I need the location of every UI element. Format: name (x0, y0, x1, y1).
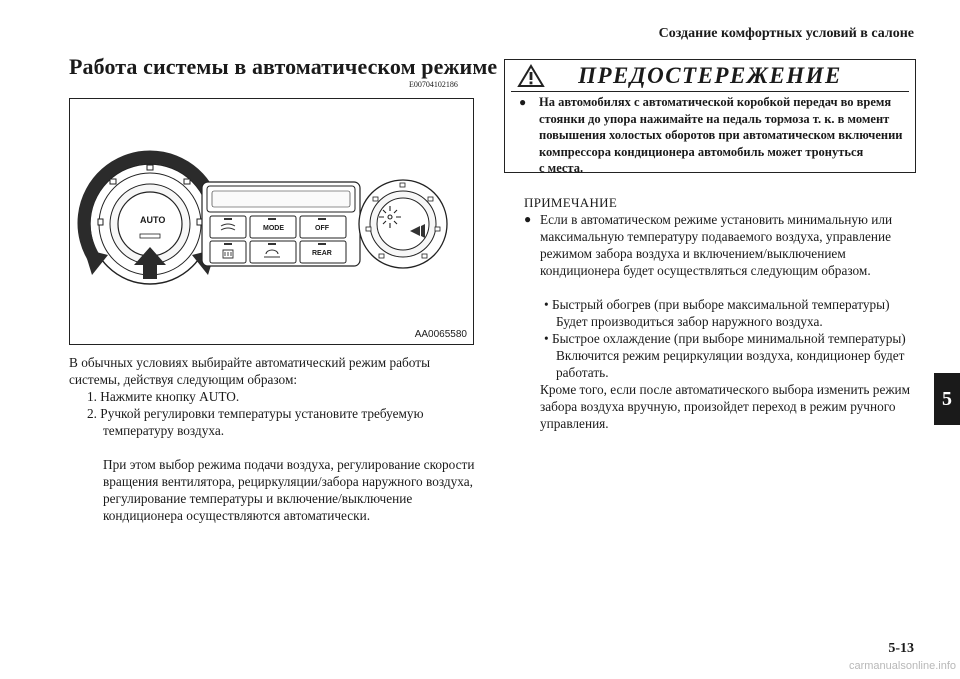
auto-button-label: AUTO (140, 215, 166, 225)
note-section (524, 194, 924, 432)
page-number: 5-13 (888, 641, 914, 656)
note-main-paragraph: Если в автоматическом режиме установить минимальную или максимальную температуру подаваемого воздуха, управление режимом забора воздуха и включением/выключением кондиционера будет осуществляться следующим образом. (540, 212, 893, 278)
section-title: Работа системы в автоматическом режиме (69, 54, 498, 79)
off-button-label: OFF (315, 225, 329, 232)
warning-line: На автомобилях с автоматической коробкой передач во время (539, 95, 892, 109)
mode-button-label: MODE (263, 225, 284, 232)
section-code: E00704102186 (409, 80, 458, 89)
climate-control-figure (69, 98, 474, 345)
details-paragraph: При этом выбор режима подачи воздуха, регулирование скорости вращения вентилятора, рециркуляции/забора наружного воздуха, регулирование температуры и включение/выключение кондиционера осуществляются автоматически. (103, 457, 475, 523)
note-heading: ПРИМЕЧАНИЕ (524, 195, 618, 210)
chapter-tab: 5 (934, 373, 960, 425)
climate-panel-illustration (70, 99, 473, 344)
watermark: carmanualsonline.info (848, 660, 956, 672)
header-title: Создание комфортных условий в салоне (658, 26, 914, 41)
note-main (524, 211, 924, 432)
warning-divider (511, 91, 909, 92)
warning-box (504, 59, 916, 173)
warning-line: стоянки до упора нажимайте на педаль тормоза т. к. в момент (539, 111, 890, 126)
bullet-icon: ● (524, 212, 532, 226)
body-text (69, 354, 479, 524)
warning-line: повышения холостых оборотов при автоматическом включении (539, 128, 903, 142)
note-items (540, 296, 924, 381)
figure-code: AA0065580 (414, 329, 467, 340)
step-item: 2. Ручкой регулировки температуры установите требуемую температуру воздуха. (87, 406, 424, 438)
rear-button-label: REAR (312, 250, 332, 257)
warning-line: компрессора кондиционера автомобиль может тронуться (539, 144, 864, 159)
note-after-paragraph: Кроме того, если после автоматического выбора изменить режим забора воздуха вручную, произойдет переход в режим ручного управления. (540, 382, 911, 431)
warning-text (519, 94, 909, 177)
note-item: • Быстрый обогрев (при выборе максимальной температуры) Будет производиться забор наружного воздуха. (544, 297, 890, 329)
warning-line: с места. (539, 161, 584, 175)
step-item: 1. Нажмите кнопку AUTO. (87, 389, 240, 404)
intro-paragraph: В обычных условиях выбирайте автоматический режим работы системы, действуя следующим образом: (69, 355, 431, 387)
steps-list (69, 388, 479, 439)
note-item: • Быстрое охлаждение (при выборе минимальной температуры) Включится режим рециркуляции воздуха, кондиционер будет работать. (544, 331, 906, 380)
warning-title: ПРЕДОСТЕРЕЖЕНИЕ (578, 63, 842, 88)
bullet-icon: ● (519, 95, 527, 109)
